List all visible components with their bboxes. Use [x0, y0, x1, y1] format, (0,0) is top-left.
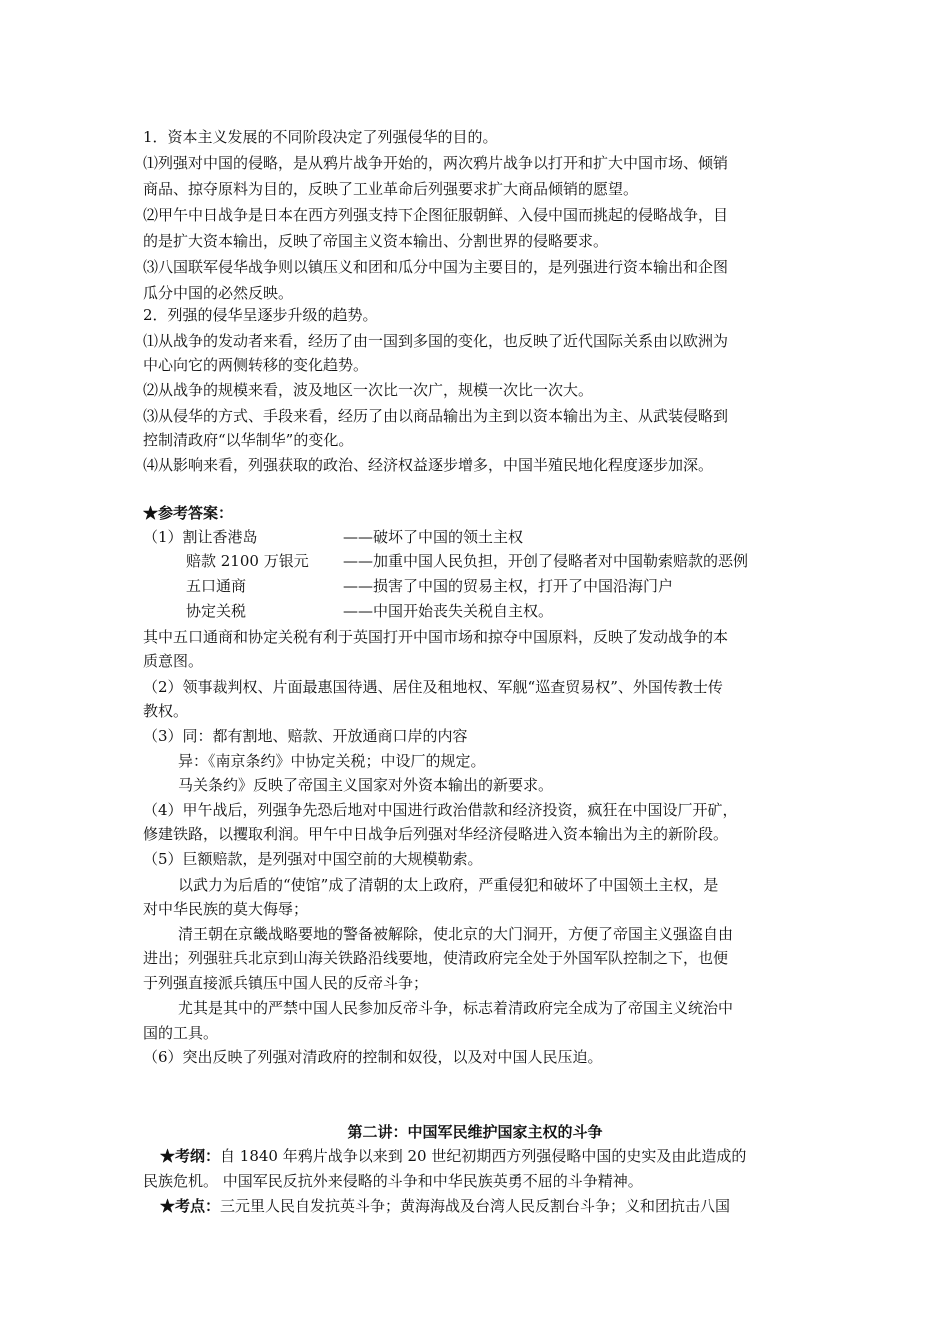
text-line: ⑴列强对中国的侵略，是从鸦片战争开始的，两次鸦片战争以打开和扩大中国市场、倾销	[143, 154, 729, 172]
text-line: 商品、掠夺原料为目的，反映了工业革命后列强要求扩大商品倾销的愿望。	[143, 180, 639, 198]
answer-row	[186, 551, 856, 573]
text-line: ⑷从影响来看，列强获取的政治、经济权益逐步增多，中国半殖民地化程度逐步加深。	[143, 456, 714, 474]
answer-term: 五口通商	[186, 577, 247, 595]
points-line	[160, 1196, 820, 1218]
points-label: ★考点：	[160, 1197, 221, 1215]
text-line: 国的工具。	[143, 1024, 219, 1042]
text-line: 对中华民族的莫大侮辱；	[143, 900, 309, 918]
text-line: 质意图。	[143, 652, 204, 670]
answer-effect: ——加重中国人民负担，开创了侵略者对中国勒索赔款的恶例	[343, 552, 749, 570]
answer-term: （1）割让香港岛	[143, 528, 258, 546]
text-line: ⑵甲午中日战争是日本在西方列强支持下企图征服朝鲜、入侵中国而挑起的侵略战争，目	[143, 206, 729, 224]
text-line: 异：《南京条约》中协定关税；中设厂的规定。	[178, 752, 486, 770]
text-line: 以武力为后盾的“使馆”成了清朝的太上政府，严重侵犯和破坏了中国领土主权，是	[178, 876, 719, 894]
answer-row	[186, 601, 856, 623]
text-line: （4）甲午战后，列强争先恐后地对中国进行政治借款和经济投资，疯狂在中国设厂开矿，	[143, 801, 738, 819]
text-line: 马关条约》反映了帝国主义国家对外资本输出的新要求。	[178, 776, 554, 794]
text-line: 教权。	[143, 702, 189, 720]
outline-line	[160, 1146, 820, 1168]
text-line: （3）同：都有割地、赔款、开放通商口岸的内容	[143, 727, 468, 745]
answer-effect: ——中国开始丧失关税自主权。	[343, 602, 554, 620]
answer-effect: ——损害了中国的贸易主权，打开了中国沿海门户	[343, 577, 674, 595]
outline-label: ★考纲：	[160, 1147, 221, 1165]
text-line: ⑴从战争的发动者来看，经历了由一国到多国的变化，也反映了近代国际关系由以欧洲为	[143, 332, 729, 350]
answer-term: 协定关税	[186, 602, 247, 620]
text-line: 清王朝在京畿战略要地的警备被解除，使北京的大门洞开，方便了帝国主义强盗自由	[178, 925, 734, 943]
text-line: （5）巨额赔款，是列强对中国空前的大规模勒索。	[143, 850, 483, 868]
text-line: 修建铁路，以攫取利润。甲午中日战争后列强对华经济侵略进入资本输出为主的新阶段。	[143, 825, 729, 843]
answer-row	[186, 576, 856, 598]
points-text: 三元里人民自发抗英斗争；黄海海战及台湾人民反割台斗争；义和团抗击八国	[220, 1197, 731, 1215]
text-line: 的是扩大资本输出，反映了帝国主义资本输出、分割世界的侵略要求。	[143, 232, 609, 250]
text-line: 于列强直接派兵镇压中国人民的反帝斗争；	[143, 974, 429, 992]
text-line: 中心向它的两侧转移的变化趋势。	[143, 356, 369, 374]
lecture-title: 第二讲：中国军民维护国家主权的斗争	[347, 1123, 603, 1141]
outline-text: 自 1840 年鸦片战争以来到 20 世纪初期西方列强侵略中国的史实及由此造成的	[220, 1147, 747, 1165]
answer-term: 赔款 2100 万银元	[186, 552, 309, 570]
text-line: 民族危机。 中国军民反抗外来侵略的斗争和中华民族英勇不屈的斗争精神。	[143, 1172, 643, 1190]
answer-row	[143, 527, 813, 549]
text-line: ⑶八国联军侵华战争则以镇压义和团和瓜分中国为主要目的，是列强进行资本输出和企图	[143, 258, 729, 276]
answer-effect: ——破坏了中国的领土主权	[343, 528, 524, 546]
answers-heading: ★参考答案：	[143, 504, 234, 522]
text-line: 1．资本主义发展的不同阶段决定了列强侵华的目的。	[143, 128, 498, 146]
text-line: 进出；列强驻兵北京到山海关铁路沿线要地，使清政府完全处于外国军队控制之下，也便	[143, 949, 729, 967]
text-line: 控制清政府“以华制华”的变化。	[143, 431, 354, 449]
text-line: 瓜分中国的必然反映。	[143, 284, 294, 302]
text-line: 2．列强的侵华呈逐步升级的趋势。	[143, 306, 378, 324]
text-line: ⑶从侵华的方式、手段来看，经历了由以商品输出为主到以资本输出为主、从武装侵略到	[143, 407, 729, 425]
text-line: 尤其是其中的严禁中国人民参加反帝斗争，标志着清政府完全成为了帝国主义统治中	[178, 999, 734, 1017]
text-line: （6）突出反映了列强对清政府的控制和奴役，以及对中国人民压迫。	[143, 1048, 603, 1066]
text-line: ⑵从战争的规模来看，波及地区一次比一次广，规模一次比一次大。	[143, 381, 594, 399]
text-line: （2）领事裁判权、片面最惠国待遇、居住及租地权、军舰“巡查贸易权”、外国传教士传	[143, 678, 723, 696]
text-line: 其中五口通商和协定关税有利于英国打开中国市场和掠夺中国原料，反映了发动战争的本	[143, 628, 729, 646]
